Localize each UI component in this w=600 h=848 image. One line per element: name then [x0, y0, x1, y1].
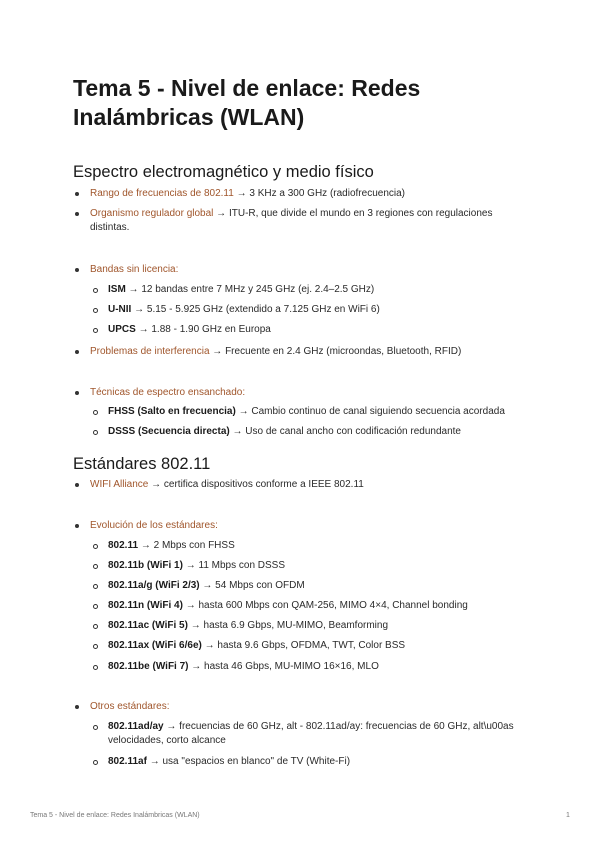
- item-text: → usa "espacios en blanco" de TV (White-Fi): [146, 756, 351, 767]
- sub-list-item: [108, 660, 538, 674]
- item-text: → ITU-R, que divide el mundo en 3 regiones con regulaciones distintas.: [90, 208, 493, 233]
- bullet: [93, 288, 98, 293]
- bullet: [93, 644, 98, 649]
- item-term: 802.11ax (WiFi 6/6e): [108, 640, 202, 651]
- bullet: [93, 584, 98, 589]
- bullet: [75, 192, 79, 196]
- list-item: [90, 345, 520, 359]
- sub-list-item: [108, 425, 538, 439]
- bullet: [93, 308, 98, 313]
- bullet: [75, 705, 79, 709]
- item-term: 802.11: [108, 540, 139, 551]
- term-link[interactable]: Otros estándares:: [90, 701, 170, 712]
- bullet: [93, 328, 98, 333]
- bullet: [93, 725, 98, 730]
- item-term: UPCS: [108, 324, 136, 335]
- item-text: → Cambio continuo de canal siguiendo secuencia acordada: [235, 406, 505, 417]
- term-link[interactable]: WIFI Alliance: [90, 479, 149, 490]
- section-heading-espectro: Espectro electromagnético y medio físico: [73, 163, 374, 181]
- item-term: 802.11n (WiFi 4): [108, 600, 183, 611]
- bullet: [75, 350, 79, 354]
- item-text: → 11 Mbps con DSSS: [182, 560, 286, 571]
- sub-list-item: [108, 579, 538, 593]
- item-text: → 3 KHz a 300 GHz (radiofrecuencia): [233, 188, 405, 199]
- item-text: → 12 bandas entre 7 MHz y 245 GHz (ej. 2.4–2.5 GHz): [125, 284, 375, 295]
- bullet: [93, 604, 98, 609]
- bullet: [75, 268, 79, 272]
- item-text: → Frecuente en 2.4 GHz (microondas, Bluetooth, RFID): [209, 346, 462, 357]
- item-term: 802.11ad/ay: [108, 721, 164, 732]
- item-text: → Uso de canal ancho con codificación redundante: [229, 426, 461, 437]
- term-link[interactable]: Rango de frecuencias de 802.11: [90, 188, 234, 199]
- bullet: [75, 391, 79, 395]
- sub-list-item: [108, 619, 538, 633]
- bullet: [75, 524, 79, 528]
- page-number: 1: [566, 812, 570, 819]
- item-text: → 54 Mbps con OFDM: [199, 580, 305, 591]
- list-item: [90, 207, 520, 235]
- bullet: [75, 483, 79, 487]
- term-link[interactable]: Organismo regulador global: [90, 208, 214, 219]
- bullet: [93, 410, 98, 415]
- bullet: [93, 544, 98, 549]
- bullet: [75, 212, 79, 216]
- sub-list-item: [108, 720, 533, 748]
- term-link[interactable]: Evolución de los estándares:: [90, 520, 218, 531]
- page-title: Tema 5 - Nivel de enlace: Redes Inalámbricas (WLAN): [73, 75, 421, 130]
- item-term: U-NII: [108, 304, 132, 315]
- item-text: → hasta 9.6 Gbps, OFDMA, TWT, Color BSS: [201, 640, 406, 651]
- footer-title: Tema 5 - Nivel de enlace: Redes Inalámbricas (WLAN): [30, 812, 200, 819]
- list-item: [90, 263, 520, 277]
- item-term: DSSS (Secuencia directa): [108, 426, 230, 437]
- item-text: → 5.15 - 5.925 GHz (extendido a 7.125 GHz en WiFi 6): [131, 304, 380, 315]
- list-item: [90, 478, 520, 492]
- sub-list-item: [108, 283, 538, 297]
- item-term: 802.11af: [108, 756, 147, 767]
- sub-list-item: [108, 755, 538, 769]
- term-link[interactable]: Técnicas de espectro ensanchado:: [90, 387, 246, 398]
- item-term: 802.11be (WiFi 7): [108, 661, 189, 672]
- section-heading-estandares: Estándares 802.11: [73, 455, 211, 473]
- sub-list-item: [108, 639, 538, 653]
- list-item: [90, 700, 520, 714]
- item-text: → 1.88 - 1.90 GHz en Europa: [135, 324, 271, 335]
- bullet: [93, 760, 98, 765]
- item-term: 802.11ac (WiFi 5): [108, 620, 188, 631]
- item-term: 802.11a/g (WiFi 2/3): [108, 580, 200, 591]
- sub-list-item: [108, 323, 538, 337]
- bullet: [93, 430, 98, 435]
- bullet: [93, 624, 98, 629]
- bullet: [93, 665, 98, 670]
- item-text: → hasta 6.9 Gbps, MU-MIMO, Beamforming: [187, 620, 389, 631]
- item-term: FHSS (Salto en frecuencia): [108, 406, 236, 417]
- item-text: → hasta 600 Mbps con QAM-256, MIMO 4×4, Channel bonding: [182, 600, 468, 611]
- item-text: → 2 Mbps con FHSS: [138, 540, 235, 551]
- sub-list-item: [108, 539, 538, 553]
- list-item: [90, 187, 520, 201]
- list-item: [90, 519, 520, 533]
- sub-list-item: [108, 559, 538, 573]
- sub-list-item: [108, 599, 538, 613]
- sub-list-item: [108, 303, 538, 317]
- list-item: [90, 386, 520, 400]
- term-link[interactable]: Problemas de interferencia: [90, 346, 210, 357]
- item-term: 802.11b (WiFi 1): [108, 560, 183, 571]
- item-text: → hasta 46 Gbps, MU-MIMO 16×16, MLO: [188, 661, 379, 672]
- item-text: → certifica dispositivos conforme a IEEE 802.11: [148, 479, 364, 490]
- item-text: → frecuencias de 60 GHz, alt - 802.11ad/ay: frecuencias de 60 GHz, alt\u00as velocidades, corto alcance: [108, 721, 514, 746]
- term-link[interactable]: Bandas sin licencia:: [90, 264, 179, 275]
- item-term: ISM: [108, 284, 126, 295]
- sub-list-item: [108, 405, 538, 419]
- bullet: [93, 564, 98, 569]
